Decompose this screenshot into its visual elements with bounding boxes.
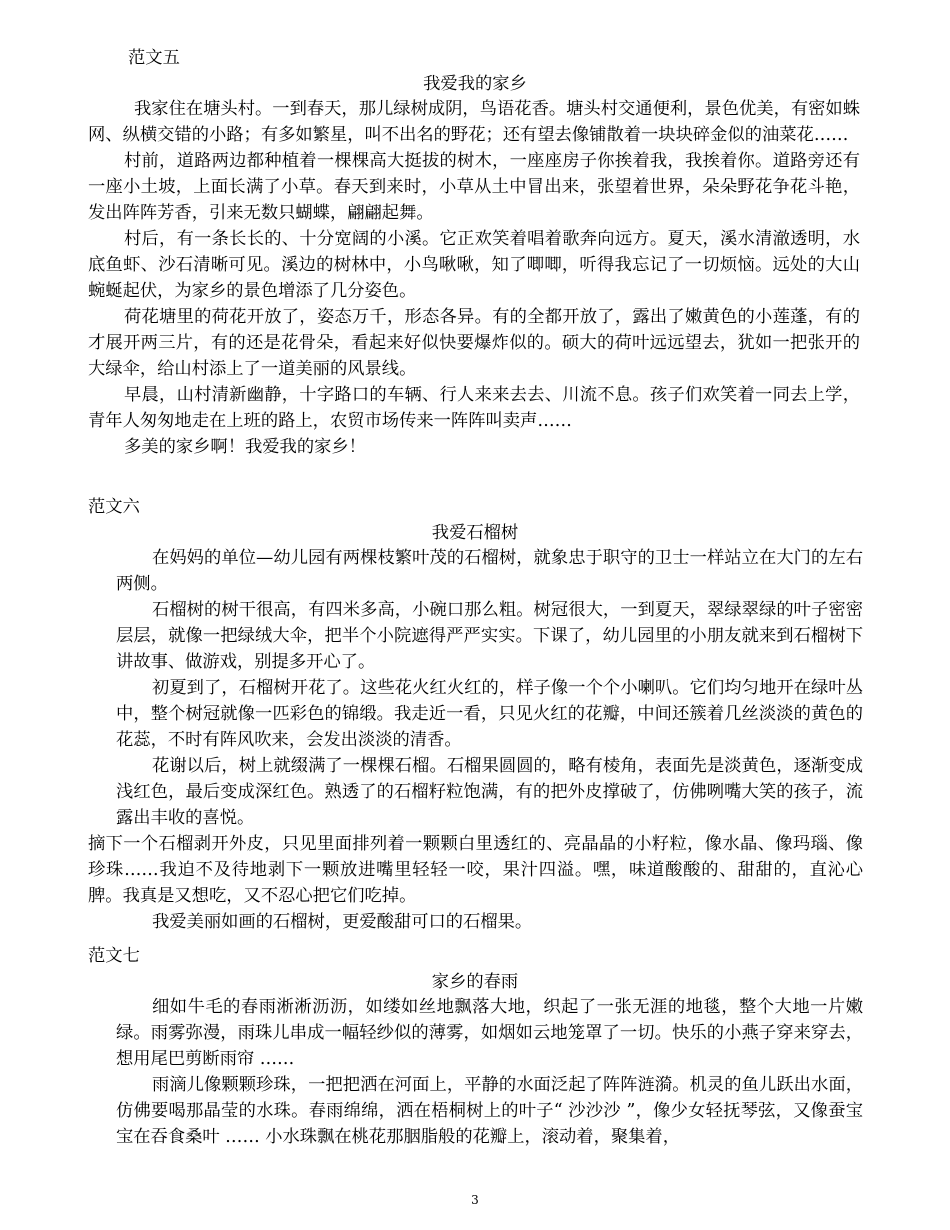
paragraph: 在妈妈的单位—幼儿园有两棵枝繁叶茂的石榴树，就象忠于职守的卫士一样站立在大门的左右两侧。 xyxy=(116,548,863,594)
section-label: 范文六 xyxy=(88,497,140,517)
paragraph: 我家住在塘头村。一到春天，那儿绿树成阴，鸟语花香。塘头村交通便利，景色优美，有密如蛛网、纵横交错的小路；有多如繁星，叫不出名的野花；还有望去像铺散着一块块碎金似的油菜花…… xyxy=(88,99,860,145)
section-title: 我爱我的家乡 xyxy=(423,74,527,94)
paragraph: 村前，道路两边都种植着一棵棵高大挺拔的树木，一座座房子你挨着我，我挨着你。道路旁还有一座小土坡，上面长满了小草。春天到来时，小草从土中冒出来，张望着世界，朵朵野花争花斗艳，发出阵阵芳香，引来无数只蝴蝶，翩翩起舞。 xyxy=(88,151,860,223)
section-body xyxy=(88,545,863,935)
page-number: 3 xyxy=(471,1193,479,1207)
section-title: 我爱石榴树 xyxy=(431,523,519,543)
section-title: 家乡的春雨 xyxy=(431,972,519,992)
section-body xyxy=(88,96,860,460)
paragraph: 石榴树的树干很高，有四米多高，小碗口那么粗。树冠很大，一到夏天，翠绿翠绿的叶子密密层层，就像一把绿绒大伞，把半个小院遮得严严实实。下课了，幼儿园里的小朋友就来到石榴树下讲故事、做游戏，别提多开心了。 xyxy=(116,600,863,672)
section-body xyxy=(116,994,863,1150)
paragraph: 荷花塘里的荷花开放了，姿态万千，形态各异。有的全都开放了，露出了嫩黄色的小莲蓬，有的才展开两三片，有的还是花骨朵，看起来好似快要爆炸似的。硕大的荷叶远远望去，犹如一把张开的大绿伞，给山村添上了一道美丽的风景线。 xyxy=(88,307,860,379)
paragraph: 我爱美丽如画的石榴树，更爱酸甜可口的石榴果。 xyxy=(152,912,533,932)
paragraph: 摘下一个石榴剥开外皮，只见里面排列着一颗颗白里透红的、亮晶晶的小籽粒，像水晶、像玛瑙、像珍珠……我迫不及待地剥下一颗放进嘴里轻轻一咬，果汁四溢。嘿，味道酸酸的、甜甜的，直沁心脾。我真是又想吃，又不忍心把它们吃掉。 xyxy=(88,834,863,906)
section-label: 范文五 xyxy=(128,48,180,68)
paragraph: 雨滴儿像颗颗珍珠，一把把洒在河面上，平静的水面泛起了阵阵涟漪。机灵的鱼儿跃出水面，仿佛要喝那晶莹的水珠。春雨绵绵，洒在梧桐树上的叶子“ 沙沙沙 ”，像少女轻抚琴弦，又像蚕宝宝在吞食桑叶 …… 小水珠飘在桃花那胭脂般的花瓣上，滚动着，聚集着， xyxy=(116,1075,863,1147)
section-label: 范文七 xyxy=(88,946,140,966)
paragraph: 村后，有一条长长的、十分宽阔的小溪。它正欢笑着唱着歌奔向远方。夏天，溪水清澈透明，水底鱼虾、沙石清晰可见。溪边的树林中，小鸟啾啾，知了唧唧，听得我忘记了一切烦恼。远处的大山蜿蜒起伏，为家乡的景色增添了几分姿色。 xyxy=(88,229,860,301)
paragraph: 早晨，山村清新幽静，十字路口的车辆、行人来来去去、川流不息。孩子们欢笑着一同去上学，青年人匆匆地走在上班的路上，农贸市场传来一阵阵叫卖声…… xyxy=(88,385,860,431)
paragraph: 初夏到了，石榴树开花了。这些花火红火红的，样子像一个个小喇叭。它们均匀地开在绿叶丛中，整个树冠就像一匹彩色的锦缎。我走近一看，只见火红的花瓣，中间还簇着几丝淡淡的黄色的花蕊，不时有阵风吹来，会发出淡淡的清香。 xyxy=(116,678,863,750)
paragraph: 花谢以后，树上就缀满了一棵棵石榴。石榴果圆圆的，略有棱角，表面先是淡黄色，逐渐变成浅红色，最后变成深红色。熟透了的石榴籽粒饱满，有的把外皮撑破了，仿佛咧嘴大笑的孩子，流露出丰收的喜悦。 xyxy=(116,756,863,828)
paragraph: 多美的家乡啊！我爱我的家乡！ xyxy=(124,437,366,457)
paragraph: 细如牛毛的春雨淅淅沥沥，如缕如丝地飘落大地，织起了一张无涯的地毯，整个大地一片嫩绿。雨雾弥漫，雨珠儿串成一幅轻纱似的薄雾，如烟如云地笼罩了一切。快乐的小燕子穿来穿去，想用尾巴剪断雨帘 …… xyxy=(116,997,863,1069)
